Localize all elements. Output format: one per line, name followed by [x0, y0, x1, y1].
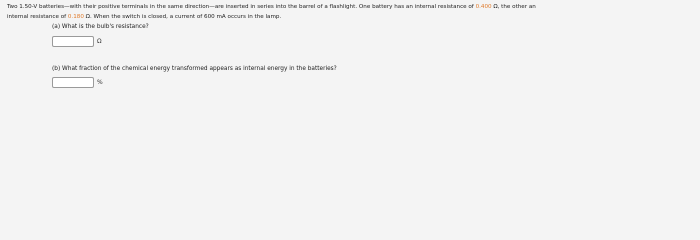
part-b-answer-input[interactable]	[52, 77, 94, 88]
part-b-answer-row	[52, 77, 103, 88]
problem-text: internal resistance of	[7, 14, 68, 20]
problem-statement	[7, 2, 697, 22]
part-b-question: (b) What fraction of the chemical energy transformed appears as internal energy in the batteries?	[52, 66, 337, 72]
problem-line-1	[7, 2, 697, 12]
part-b-unit: %	[97, 79, 103, 86]
part-a-answer-input[interactable]	[52, 36, 94, 47]
part-a-answer-row	[52, 36, 102, 47]
problem-text: Ω. When the switch is closed, a current of 600 mA occurs in the lamp.	[83, 14, 282, 20]
problem-line-2	[7, 12, 697, 22]
part-a-unit: Ω	[97, 38, 102, 45]
internal-resistance-value-1: 0.400	[475, 4, 492, 10]
part-a-question: (a) What is the bulb's resistance?	[52, 24, 149, 30]
problem-text: Two 1.50-V batteries—with their positive terminals in the same direction—are inserted in series into the barrel of a flashlight. One battery has an internal resistance of	[7, 4, 476, 10]
problem-text: Ω, the other an	[491, 4, 536, 10]
internal-resistance-value-2: 0.180	[67, 14, 84, 20]
